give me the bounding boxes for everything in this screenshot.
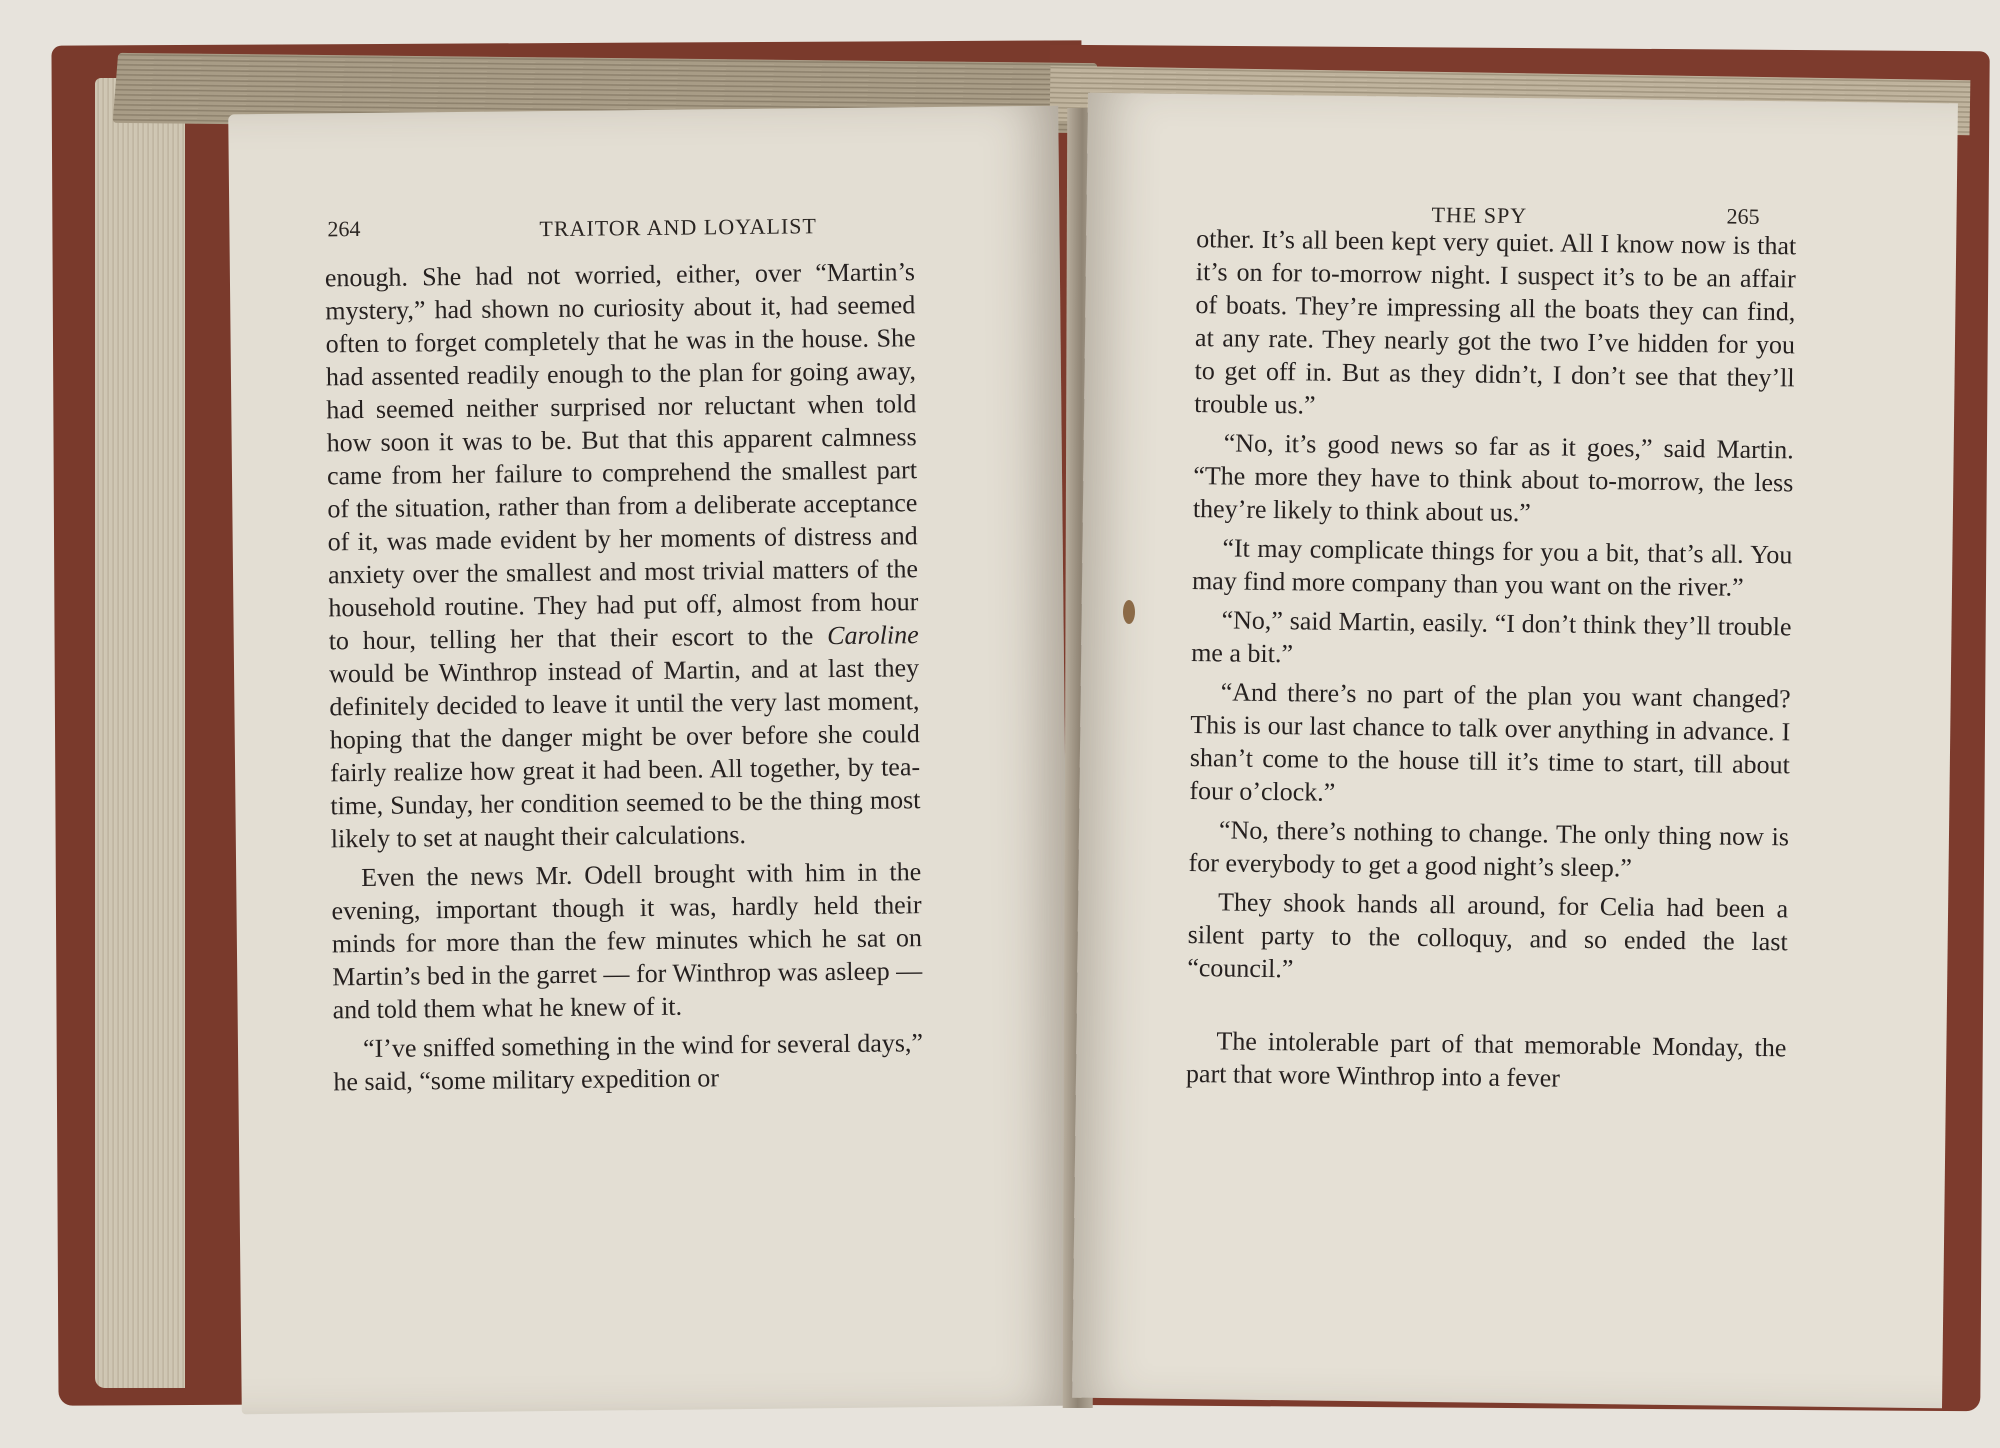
open-book	[55, 18, 1985, 1418]
paragraph: “No,” said Martin, easily. “I don’t think they’ll trouble me a bit.”	[1190, 605, 1792, 669]
running-head: THE SPY	[1431, 201, 1528, 229]
paragraph: “I’ve sniffed something in the wind for several days,” he said, “some military expedition or	[333, 1028, 924, 1097]
paragraph: enough. She had not worried, either, over “Martin’s mystery,” had shown no curiosity about it, had seemed often to forget completely that he was in the house. She had assented readily enough to the plan for going away, had seemed neither surprised nor reluctant when told how soon it was to be. But that this apparent calmness came from her failure to comprehend the smallest part of the situation, rather than from a deliberate acceptance of it, was made evident by her moments of distress and anxiety over the smallest and most trivial matters of the household routine. They had put off, almost from hour to hour, telling her that their escort to the Caroline would be Winthrop instead of Martin, and at last they definitely decided to leave it until the very last moment, hoping that the danger might be over before she could fairly realize how great it had been. All together, by tea-time, Sunday, her condition seemed to be the thing most likely to set at naught their calculations.	[324, 257, 921, 854]
ship-name: Caroline	[827, 620, 919, 651]
page-number: 264	[327, 216, 361, 242]
page-number: 265	[1726, 203, 1760, 229]
left-page	[228, 106, 1072, 1415]
paragraph: “It may complicate things for you a bit, that’s all. You may find more company than you want on the river.”	[1191, 533, 1793, 602]
paragraph: They shook hands all around, for Celia had been a silent party to the colloquy, and so ended the last “council.”	[1187, 887, 1789, 984]
page-edges	[95, 78, 185, 1388]
body-text	[1186, 222, 1797, 1097]
paragraph: The intolerable part of that memorable Monday, the part that wore Winthrop into a fever	[1185, 1026, 1787, 1093]
paragraph: Even the news Mr. Odell brought with him in the evening, important though it was, hardly held their minds for more than the few minutes which he sat on Martin’s bed in the garret — for Winthrop was asleep — and told them what he knew of it.	[331, 857, 923, 1025]
paragraph: “No, there’s nothing to change. The only thing now is for everybody to get a good night’s sleep.”	[1188, 815, 1790, 883]
paragraph: other. It’s all been kept very quiet. All I know now is that it’s on for to-morrow night. I suspect it’s to be an affair of boats. They’re impressing all the boats they can find, at any rate. They nearly got the two I’ve hidden for you to get off in. But as they didn’t, I don’t see that they’ll trouble us.”	[1194, 224, 1797, 420]
right-page	[1072, 93, 1958, 1409]
paper-stain	[1123, 600, 1135, 624]
running-head: TRAITOR AND LOYALIST	[539, 213, 818, 242]
body-text	[325, 255, 924, 1098]
paragraph: “And there’s no part of the plan you want changed? This is our last chance to talk over anything in advance. I shan’t come to the house till it’s time to start, till about four o’clock.”	[1189, 677, 1791, 807]
paragraph: “No, it’s good news so far as it goes,” said Martin. “The more they have to think about to-morrow, the less they’re likely to think about us.”	[1192, 428, 1794, 528]
